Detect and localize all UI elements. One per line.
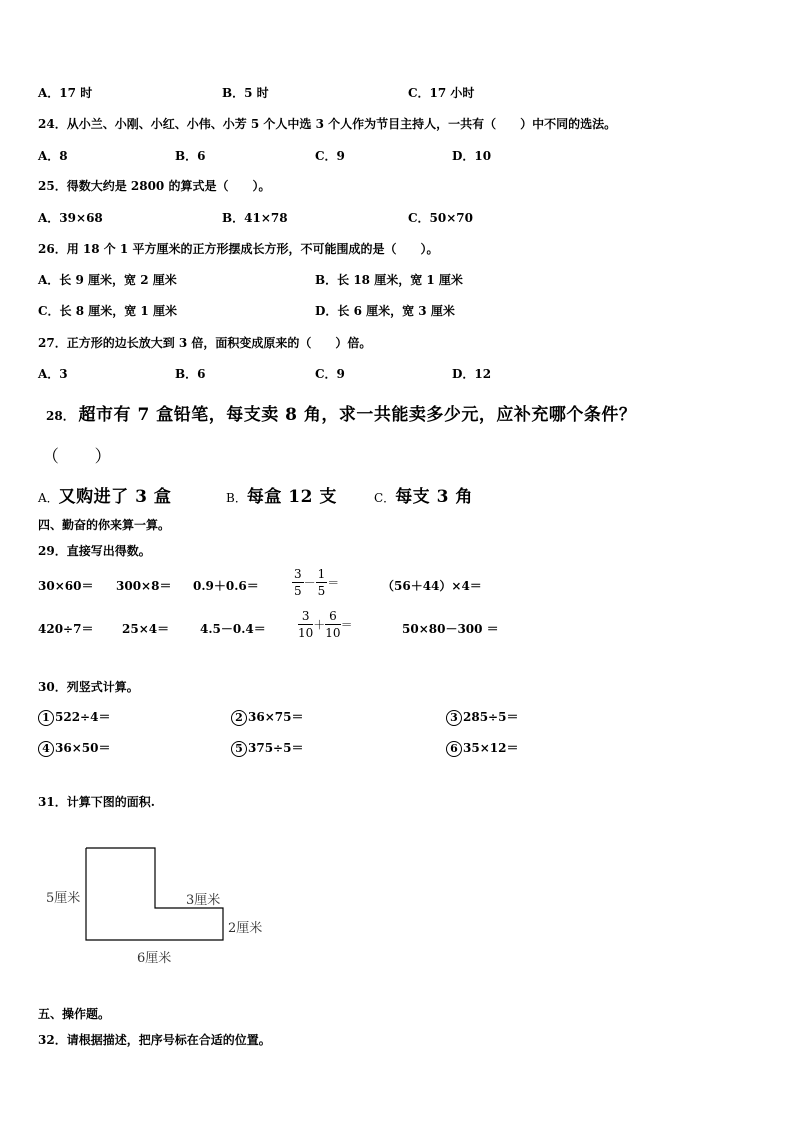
- q23-option-c: C．17 小时: [408, 86, 475, 100]
- fraction: $\frac{6}{10}$: [325, 609, 341, 640]
- q30-item-1: 1 522÷4＝: [38, 708, 110, 726]
- q27-option-b: B．6: [175, 367, 206, 381]
- q30-item-5: 5 375÷5＝: [231, 739, 303, 757]
- q28-option-c: 每支 3 角: [395, 487, 473, 507]
- q30-item-2: 2 36×75＝: [231, 708, 303, 726]
- label-inner: 3厘米: [186, 893, 221, 908]
- q26-option-a: A．长 9 厘米，宽 2 厘米: [38, 273, 177, 287]
- q28-option-b: 每盒 12 支: [246, 487, 337, 507]
- q25-stem: 25．得数大约是 2800 的算式是（ ）。: [38, 179, 271, 193]
- q27-option-d: D．12: [452, 367, 492, 381]
- label-bottom: 6厘米: [137, 951, 172, 966]
- number-circle-icon: 6: [446, 741, 462, 757]
- q28-option-b-label: B．: [226, 491, 247, 505]
- q24-option-a: A．8: [38, 149, 68, 163]
- q27-option-c: C．9: [315, 367, 345, 381]
- q31-figure: [40, 840, 280, 975]
- q29-r2-c1: 420÷7＝: [38, 622, 94, 636]
- q29-r2-c5: 50×80－300 ＝: [402, 622, 499, 636]
- q23-option-a: A．17 时: [38, 86, 93, 100]
- q26-option-c: C．长 8 厘米，宽 1 厘米: [38, 304, 177, 318]
- q24-stem: 24．从小兰、小刚、小红、小伟、小芳 5 个人中选 3 个人作为节目主持人，一共有（ ）中不同的选法。: [38, 117, 617, 131]
- section-5-heading: 五、操作题。: [38, 1007, 111, 1021]
- q30-item-6: 6 35×12＝: [446, 739, 518, 757]
- q29-r1-c3: 0.9＋0.6＝: [193, 579, 259, 593]
- q29-r1-c2: 300×8＝: [116, 579, 172, 593]
- q31-stem: 31．计算下图的面积.: [38, 795, 155, 809]
- q30-item-3: 3 285÷5＝: [446, 708, 518, 726]
- q29-r2-c2: 25×4＝: [122, 622, 170, 636]
- number-circle-icon: 3: [446, 710, 462, 726]
- q26-option-d: D．长 6 厘米，宽 3 厘米: [315, 304, 455, 318]
- q29-r1-fraction-expr: $\frac{3}{5}$ － $\frac{1}{5}$ ＝: [294, 567, 340, 598]
- q27-option-a: A．3: [38, 367, 68, 381]
- q28-option-a: 又购进了 3 盒: [58, 487, 172, 507]
- q28-number: 28．: [46, 409, 75, 423]
- fraction: $\frac{3}{10}$: [298, 609, 314, 640]
- fraction: $\frac{1}{5}$: [317, 567, 326, 598]
- label-right: 2厘米: [228, 921, 263, 936]
- q26-stem: 26．用 18 个 1 平方厘米的正方形摆成长方形，不可能围成的是（ ）。: [38, 242, 439, 256]
- number-circle-icon: 1: [38, 710, 54, 726]
- q29-r1-c1: 30×60＝: [38, 579, 94, 593]
- q29-r2-fraction-expr: $\frac{3}{10}$ ＋ $\frac{6}{10}$ ＝: [298, 609, 353, 640]
- q24-option-b: B．6: [175, 149, 206, 163]
- q30-item-4: 4 36×50＝: [38, 739, 110, 757]
- q25-option-a: A．39×68: [38, 211, 103, 225]
- q28-stem: 超市有 7 盒铅笔，每支卖 8 角，求一共能卖多少元，应补充哪个条件？: [78, 405, 637, 425]
- q28-option-a-label: A．: [38, 491, 59, 505]
- q24-option-d: D．10: [452, 149, 492, 163]
- q30-stem: 30．列竖式计算。: [38, 680, 139, 694]
- q25-option-c: C．50×70: [408, 211, 474, 225]
- q32-stem: 32．请根据描述，把序号标在合适的位置。: [38, 1033, 271, 1047]
- q28-blank: （ ）: [42, 447, 112, 467]
- q28-option-c-label: C．: [374, 491, 396, 505]
- q29-r2-c3: 4.5－0.4＝: [200, 622, 266, 636]
- section-4-heading: 四、勤奋的你来算一算。: [38, 518, 171, 532]
- number-circle-icon: 5: [231, 741, 247, 757]
- number-circle-icon: 2: [231, 710, 247, 726]
- q26-option-b: B．长 18 厘米，宽 1 厘米: [315, 273, 463, 287]
- q29-r1-c5: （56＋44）×4＝: [382, 579, 482, 593]
- q27-stem: 27．正方形的边长放大到 3 倍，面积变成原来的（ ）倍。: [38, 336, 372, 350]
- q29-stem: 29．直接写出得数。: [38, 544, 151, 558]
- fraction: $\frac{3}{5}$: [294, 567, 302, 598]
- number-circle-icon: 4: [38, 741, 54, 757]
- label-left: 5厘米: [46, 891, 81, 906]
- q24-option-c: C．9: [315, 149, 345, 163]
- q23-option-b: B．5 时: [222, 86, 269, 100]
- q25-option-b: B．41×78: [222, 211, 288, 225]
